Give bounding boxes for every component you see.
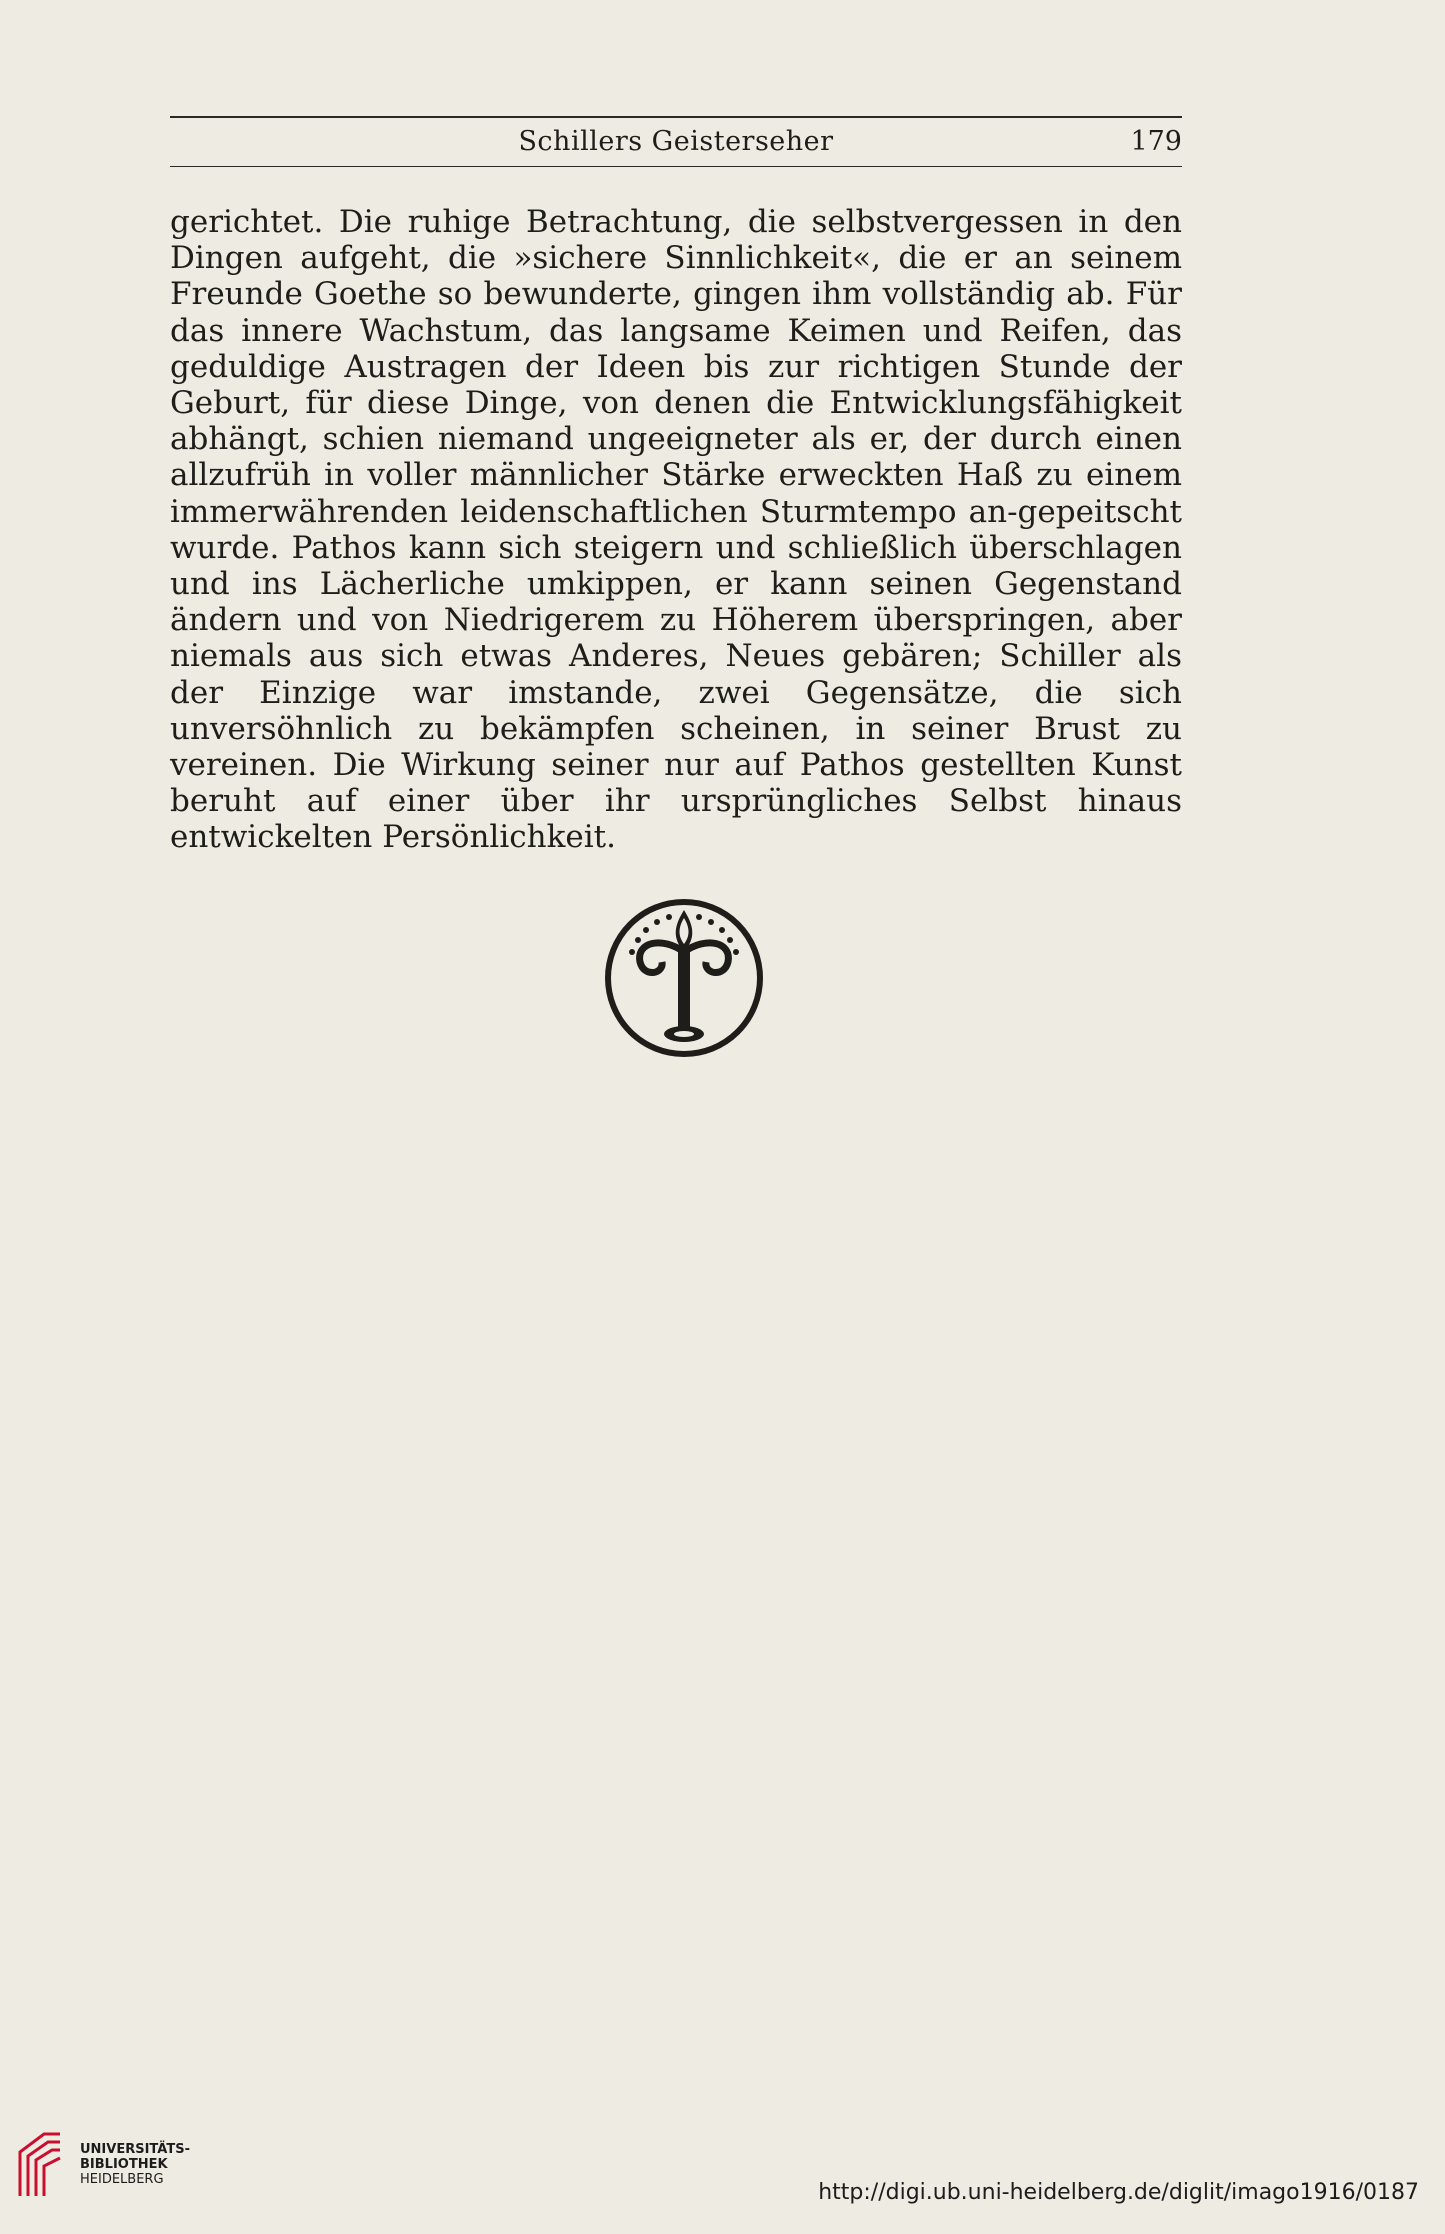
source-url[interactable]: http://digi.ub.uni-heidelberg.de/diglit/imago1916/0187	[818, 2180, 1419, 2205]
library-logo[interactable]	[14, 2130, 204, 2200]
logo-line-3: HEIDELBERG	[80, 2172, 164, 2187]
logo-line-2: BIBLIOTHEK	[80, 2157, 168, 2172]
header-rule-bottom	[170, 166, 1182, 167]
body-paragraph: gerichtet. Die ruhige Betrachtung, die selbstvergessen in den Dingen aufgeht, die »sichere Sinnlichkeit«, die er an seinem Freunde Goethe so bewunderte, gingen ihm vollständig ab. Für das innere Wachstum, das langsame Keimen und Reifen, das geduldige Austragen der Ideen bis zur richtigen Stunde der Geburt, für diese Dinge, von denen die Entwicklungsfähigkeit abhängt, schien niemand ungeeigneter als er, der durch einen allzufrüh in voller männlicher Stärke erweckten Haß zu einem immerwährenden leidenschaftlichen Sturmtempo an-gepeitscht wurde. Pathos kann sich steigern und schließlich überschlagen und ins Lächerliche umkippen, er kann seinen Gegenstand ändern und von Niedrigerem zu Höherem überspringen, aber niemals aus sich etwas Anderes, Neues gebären; Schiller als der Einzige war imstande, zwei Gegensätze, die sich unversöhnlich zu bekämpfen scheinen, in seiner Brust zu vereinen. Die Wirkung seiner nur auf Pathos gestellten Kunst beruht auf einer über ihr ursprüngliches Selbst hinaus entwickelten Persönlichkeit.	[170, 204, 1182, 856]
page-number: 179	[1130, 126, 1182, 157]
library-logo-text	[80, 2142, 190, 2187]
ornamental-vignette-icon	[602, 896, 766, 1060]
header-rule-top	[170, 116, 1182, 118]
running-title: Schillers Geisterseher	[518, 126, 834, 157]
library-logo-icon	[14, 2130, 66, 2200]
logo-line-1: UNIVERSITÄTS-	[80, 2142, 190, 2157]
running-head	[170, 122, 1182, 162]
